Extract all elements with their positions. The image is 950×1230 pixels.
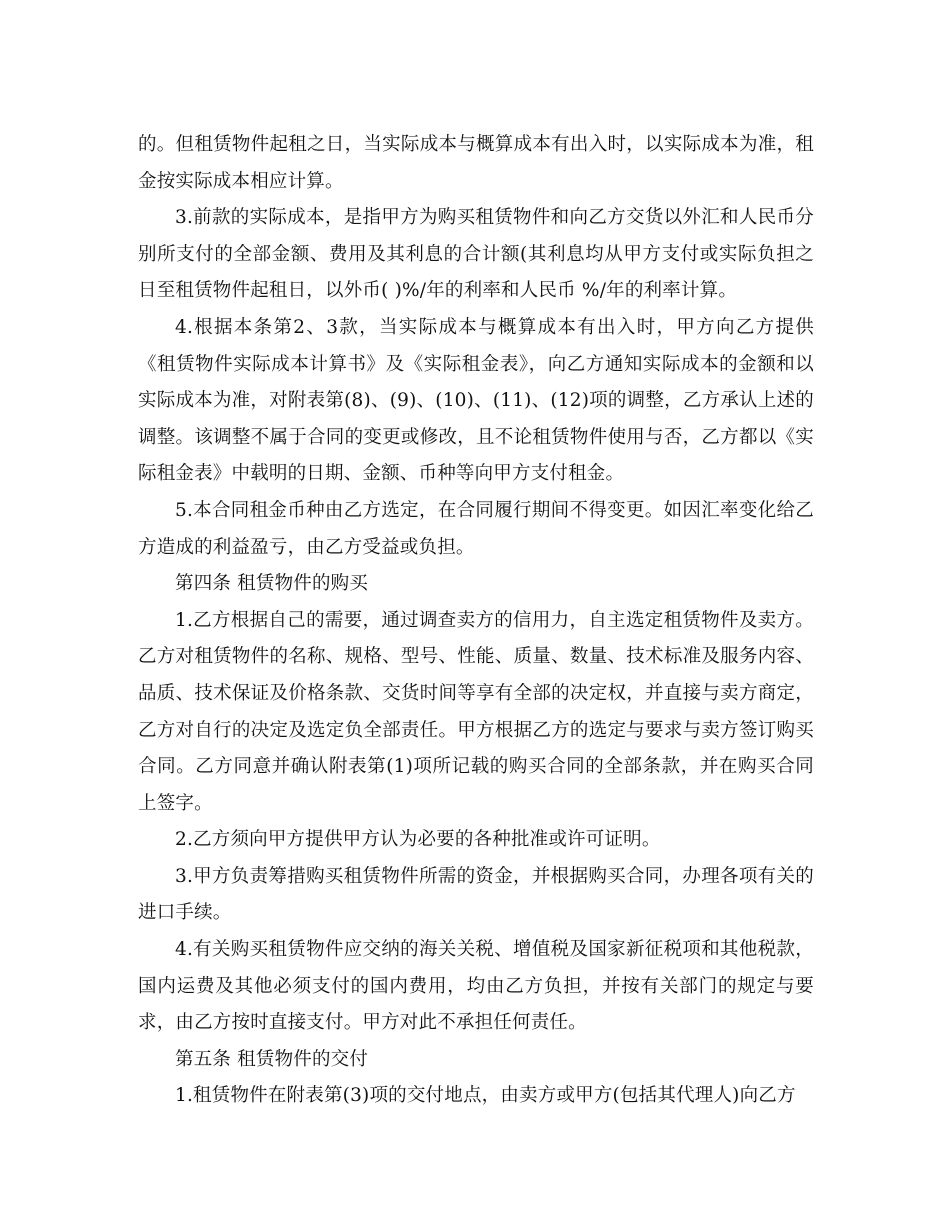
paragraph-clause-4-2: 2.乙方须向甲方提供甲方认为必要的各种批准或许可证明。 — [175, 829, 661, 851]
article-4-heading: 第四条 租赁物件的购买 — [175, 573, 369, 595]
paragraph-clause-4-1: 1.乙方根据自己的需要，通过调查卖方的信用力，自主选定租赁物件及卖方。乙方对租赁物件的名称、规格、型号、性能、质量、数量、技术标准及服务内容、品质、技术保证及价格条款、交货时间等享有全部的决定权，并直接与卖方商定，乙方对自行的决定及选定负全部责任。甲方根据乙方的选定与要求与卖方签订购买合同。乙方同意并确认附表第(1)项所记载的购买合同的全部条款，并在购买合同上签字。 — [138, 609, 814, 814]
paragraph-clause-4-4: 4.有关购买租赁物件应交纳的海关关税、增值税及国家新征税项和其他税款，国内运费及其他必须支付的国内费用，均由乙方负担，并按有关部门的规定与要求，由乙方按时直接支付。甲方对此不承担任何责任。 — [138, 939, 814, 1034]
paragraph-clause-3-3: 3.前款的实际成本，是指甲方为购买租赁物件和向乙方交货以外汇和人民币分别所支付的全部金额、费用及其利息的合计额(其利息均从甲方支付或实际负担之日至租赁物件起租日，以外币( )%/年的利率和人民币 %/年的利率计算。 — [138, 207, 814, 302]
paragraph-continuation: 的。但租赁物件起租之日，当实际成本与概算成本有出入时，以实际成本为准，租金按实际成本相应计算。 — [138, 134, 814, 192]
article-5-heading: 第五条 租赁物件的交付 — [175, 1048, 369, 1070]
paragraph-clause-5-1: 1.租赁物件在附表第(3)项的交付地点，由卖方或甲方(包括其代理人)向乙方 — [175, 1085, 796, 1107]
paragraph-clause-3-4: 4.根据本条第2、3款，当实际成本与概算成本有出入时，甲方向乙方提供《租赁物件实际成本计算书》及《实际租金表》，向乙方通知实际成本的金额和以实际成本为准，对附表第(8)、(9)、(10)、(11)、(12)项的调整，乙方承认上述的调整。该调整不属于合同的变更或修改，且不论租赁物件使用与否，乙方都以《实际租金表》中载明的日期、金额、币种等向甲方支付租金。 — [138, 316, 814, 485]
paragraph-clause-4-3: 3.甲方负责筹措购买租赁物件所需的资金，并根据购买合同，办理各项有关的进口手续。 — [138, 865, 814, 924]
document-body — [138, 127, 814, 1115]
paragraph-clause-3-5: 5.本合同租金币种由乙方选定，在合同履行期间不得变更。如因汇率变化给乙方造成的利益盈亏，由乙方受益或负担。 — [138, 499, 814, 558]
